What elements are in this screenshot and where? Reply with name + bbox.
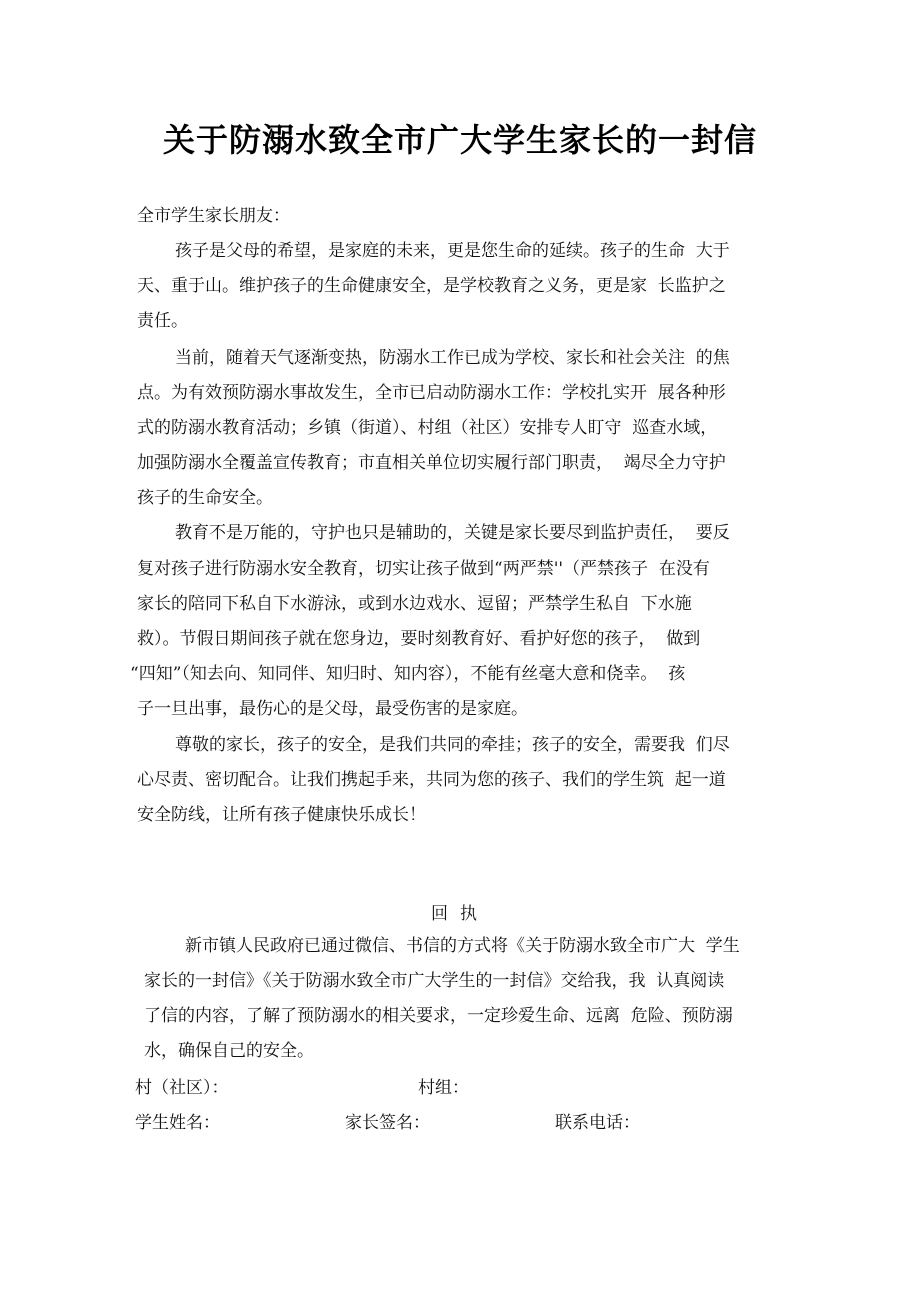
paragraph-line: 点。为有效预防溺水事故发生，全市已启动防溺水工作：学校扎实开 展各种形 [137, 383, 726, 403]
paragraph-line: 安全防线，让所有孩子健康快乐成长！ [137, 805, 426, 825]
paragraph-line: 天、重于山。维护孩子的生命健康安全，是学校教育之义务，更是家 长监护之 [137, 276, 726, 296]
paragraph-line: 孩子是父母的希望，是家庭的未来，更是您生命的延续。孩子的生命 大于 [175, 241, 730, 261]
paragraph-line: 复对孩子进行防溺水安全教育，切实让孩子做到“两严禁''（严禁孩子 在没有 [137, 559, 710, 579]
paragraph-line: 教育不是万能的，守护也只是辅助的，关键是家长要尽到监护责任， 要反 [175, 523, 730, 543]
group-field-label: 村组： [418, 1078, 469, 1098]
paragraph-line: 当前，随着天气逐渐变热，防溺水工作已成为学校、家长和社会关注 的焦 [175, 348, 730, 368]
receipt-line: 了信的内容，了解了预防溺水的相关要求，一定珍爱生命、远离 危险、预防溺 [144, 1006, 733, 1026]
paragraph-line: 孩子的生命安全。 [137, 488, 273, 508]
letter-title: 关于防溺水致全市广大学生家长的一封信 [162, 121, 757, 159]
paragraph-line: 加强防溺水全覆盖宣传教育；市直相关单位切实履行部门职责， 竭尽全力守护 [137, 453, 726, 473]
receipt-line: 水，确保自己的安全。 [144, 1041, 314, 1061]
paragraph-line: 尊敬的家长，孩子的安全，是我们共同的牵挂；孩子的安全，需要我 们尽 [175, 735, 730, 755]
paragraph-line: 心尽责、密切配合。让我们携起手来，共同为您的孩子、我们的学生筑 起一道 [137, 770, 726, 790]
student-name-field-label: 学生姓名： [135, 1113, 220, 1133]
paragraph-line: 救）。节假日期间孩子就在您身边，要时刻教育好、看护好您的孩子， 做到 [137, 629, 701, 649]
paragraph-line: 式的防溺水教育活动；乡镇（街道）、村组（社区）安排专人盯守 巡查水域， [137, 418, 718, 438]
salutation: 全市学生家长朋友： [137, 206, 290, 226]
receipt-line: 家长的一封信》《关于防溺水致全市广大学生的一封信》交给我，我 认真阅读 [144, 971, 725, 991]
paragraph-line: “四知”（知去向、知同伴、知归时、知内容），不能有丝毫大意和侥幸。 孩 [130, 664, 686, 684]
phone-field-label: 联系电话： [555, 1113, 640, 1133]
village-field-label: 村（社区）： [135, 1078, 229, 1098]
paragraph-line: 子一旦出事，最伤心的是父母，最受伤害的是家庭。 [137, 699, 528, 719]
receipt-line: 新市镇人民政府已通过微信、书信的方式将《关于防溺水致全市广大 学生 [185, 936, 740, 956]
parent-signature-field-label: 家长签名： [345, 1113, 430, 1133]
paragraph-line: 家长的陪同下私自下水游泳，或到水边戏水、逗留；严禁学生私自 下水施 [137, 594, 692, 614]
paragraph-line: 责任。 [137, 311, 188, 331]
receipt-title: 回执 [431, 904, 489, 924]
